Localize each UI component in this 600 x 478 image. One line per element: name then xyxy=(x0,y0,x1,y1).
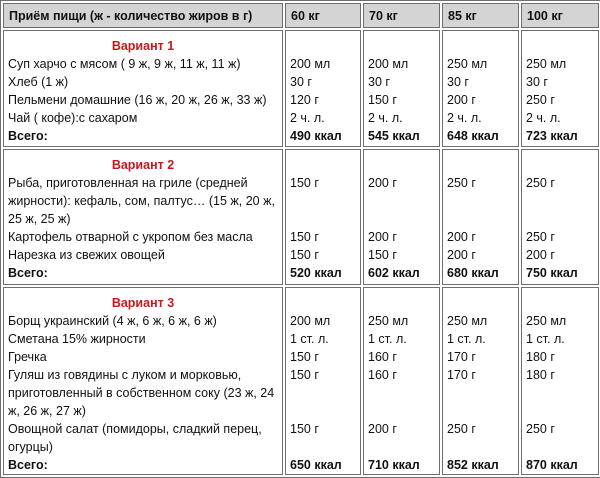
amount: 170 г xyxy=(447,349,476,364)
amount: 1 ст. л. xyxy=(526,331,565,346)
food-item: Суп харчо с мясом ( 9 ж, 9 ж, 11 ж, 11 ж) xyxy=(8,57,241,71)
total-kcal: 723 ккал xyxy=(526,129,578,143)
amount: 200 г xyxy=(447,230,476,245)
spacer xyxy=(290,384,356,420)
header-weight-100: 100 кг xyxy=(521,3,599,28)
food-item: Гречка xyxy=(8,349,47,364)
amount: 250 г xyxy=(526,176,555,191)
amount: 150 г xyxy=(290,421,319,436)
amount: 250 г xyxy=(447,176,476,191)
variant-1-amounts-100 xyxy=(521,30,599,147)
amount: 250 мл xyxy=(526,313,567,328)
amount: 250 г xyxy=(526,421,555,436)
amount: 170 г xyxy=(447,367,476,382)
food-item: Нарезка из свежих овощей xyxy=(8,248,165,263)
variant-3-foods xyxy=(3,287,283,475)
total-kcal: 520 ккал xyxy=(290,266,342,281)
spacer xyxy=(290,438,356,456)
amount: 2 ч. л. xyxy=(290,111,325,125)
spacer xyxy=(526,192,594,228)
total-kcal: 870 ккал xyxy=(526,457,578,472)
amount: 250 г xyxy=(526,230,555,245)
total-kcal: 602 ккал xyxy=(368,266,420,281)
food-item: Борщ украинский (4 ж, 6 ж, 6 ж, 6 ж) xyxy=(8,313,217,328)
total-label: Всего: xyxy=(8,266,48,281)
spacer xyxy=(526,438,594,456)
variant-title: Вариант 3 xyxy=(111,295,175,310)
food-item: Сметана 15% жирности xyxy=(8,331,146,346)
spacer xyxy=(290,192,356,228)
amount: 30 г xyxy=(447,75,469,89)
variant-2-amounts-100 xyxy=(521,149,599,284)
variant-2-amounts-70 xyxy=(363,149,440,284)
food-item: Хлеб (1 ж) xyxy=(8,75,69,89)
amount: 1 ст. л. xyxy=(368,331,407,346)
total-kcal: 650 ккал xyxy=(290,457,342,472)
amount: 160 г xyxy=(368,349,397,364)
total-label: Всего: xyxy=(8,129,48,143)
variant-3-amounts-85 xyxy=(442,287,519,475)
variant-title: Вариант 1 xyxy=(111,39,175,53)
total-kcal: 648 ккал xyxy=(447,129,499,143)
variant-3-amounts-70 xyxy=(363,287,440,475)
total-kcal: 680 ккал xyxy=(447,266,499,281)
spacer xyxy=(447,384,514,420)
amount: 250 г xyxy=(526,93,555,107)
amount: 160 г xyxy=(368,367,397,382)
variant-2-foods xyxy=(3,149,283,284)
amount: 2 ч. л. xyxy=(526,111,561,125)
variant-1-amounts-70 xyxy=(363,30,440,147)
food-item: Пельмени домашние (16 ж, 20 ж, 26 ж, 33 ж) xyxy=(8,93,267,107)
spacer xyxy=(368,384,435,420)
amount: 250 мл xyxy=(368,313,409,328)
amount: 200 мл xyxy=(290,57,331,71)
amount: 200 г xyxy=(526,248,555,263)
variant-row-1 xyxy=(3,30,599,147)
amount: 250 г xyxy=(447,421,476,436)
amount: 2 ч. л. xyxy=(368,111,403,125)
amount: 1 ст. л. xyxy=(290,331,329,346)
amount: 150 г xyxy=(368,248,397,263)
amount: 200 г xyxy=(368,421,397,436)
variant-row-3 xyxy=(3,287,599,475)
amount: 250 мл xyxy=(447,313,488,328)
amount: 180 г xyxy=(526,349,555,364)
total-kcal: 490 ккал xyxy=(290,129,342,143)
variant-2-amounts-85 xyxy=(442,149,519,284)
amount: 250 мл xyxy=(447,57,488,71)
header-weight-60: 60 кг xyxy=(285,3,361,28)
variant-1-amounts-60 xyxy=(285,30,361,147)
food-item: Чай ( кофе):с сахаром xyxy=(8,111,138,125)
amount: 120 г xyxy=(290,93,319,107)
amount: 200 мл xyxy=(290,313,331,328)
spacer xyxy=(368,438,435,456)
header-row xyxy=(3,3,599,28)
spacer xyxy=(447,438,514,456)
amount: 150 г xyxy=(290,367,319,382)
amount: 150 г xyxy=(368,93,397,107)
amount: 250 мл xyxy=(526,57,567,71)
food-item: Гуляш из говядины с луком и морковью, приготовленный в собственном соку (23 ж, 24 ж, 26 ж, 27 ж) xyxy=(8,367,275,418)
amount: 150 г xyxy=(290,349,319,364)
variant-2-amounts-60 xyxy=(285,149,361,284)
total-kcal: 852 ккал xyxy=(447,457,499,472)
variant-3-amounts-100 xyxy=(521,287,599,475)
spacer xyxy=(447,192,514,228)
amount: 150 г xyxy=(290,230,319,245)
amount: 200 г xyxy=(447,93,476,107)
amount: 200 мл xyxy=(368,57,409,71)
amount: 30 г xyxy=(368,75,390,89)
spacer xyxy=(368,192,435,228)
amount: 30 г xyxy=(290,75,312,89)
food-item: Овощной салат (помидоры, сладкий перец, огурцы) xyxy=(8,421,262,454)
variant-3-amounts-60 xyxy=(285,287,361,475)
food-item: Рыба, приготовленная на гриле (средней жирности): кефаль, сом, палтус… (15 ж, 20 ж, 25 ж, 25 ж) xyxy=(8,176,275,227)
amount: 2 ч. л. xyxy=(447,111,482,125)
variant-row-2 xyxy=(3,149,599,284)
spacer xyxy=(526,384,594,420)
amount: 200 г xyxy=(368,176,397,191)
header-meal: Приём пищи (ж - количество жиров в г) xyxy=(3,3,283,28)
amount: 150 г xyxy=(290,176,319,191)
amount: 180 г xyxy=(526,367,555,382)
food-item: Картофель отварной с укропом без масла xyxy=(8,230,253,245)
amount: 150 г xyxy=(290,248,319,263)
total-kcal: 545 ккал xyxy=(368,129,420,143)
amount: 200 г xyxy=(447,248,476,263)
variant-1-amounts-85 xyxy=(442,30,519,147)
amount: 1 ст. л. xyxy=(447,331,486,346)
header-weight-85: 85 кг xyxy=(442,3,519,28)
total-kcal: 710 ккал xyxy=(368,457,420,472)
amount: 30 г xyxy=(526,75,548,89)
total-label: Всего: xyxy=(8,457,48,472)
total-kcal: 750 ккал xyxy=(526,266,578,281)
amount: 200 г xyxy=(368,230,397,245)
header-weight-70: 70 кг xyxy=(363,3,440,28)
variant-1-foods xyxy=(3,30,283,147)
variant-title: Вариант 2 xyxy=(111,158,175,173)
